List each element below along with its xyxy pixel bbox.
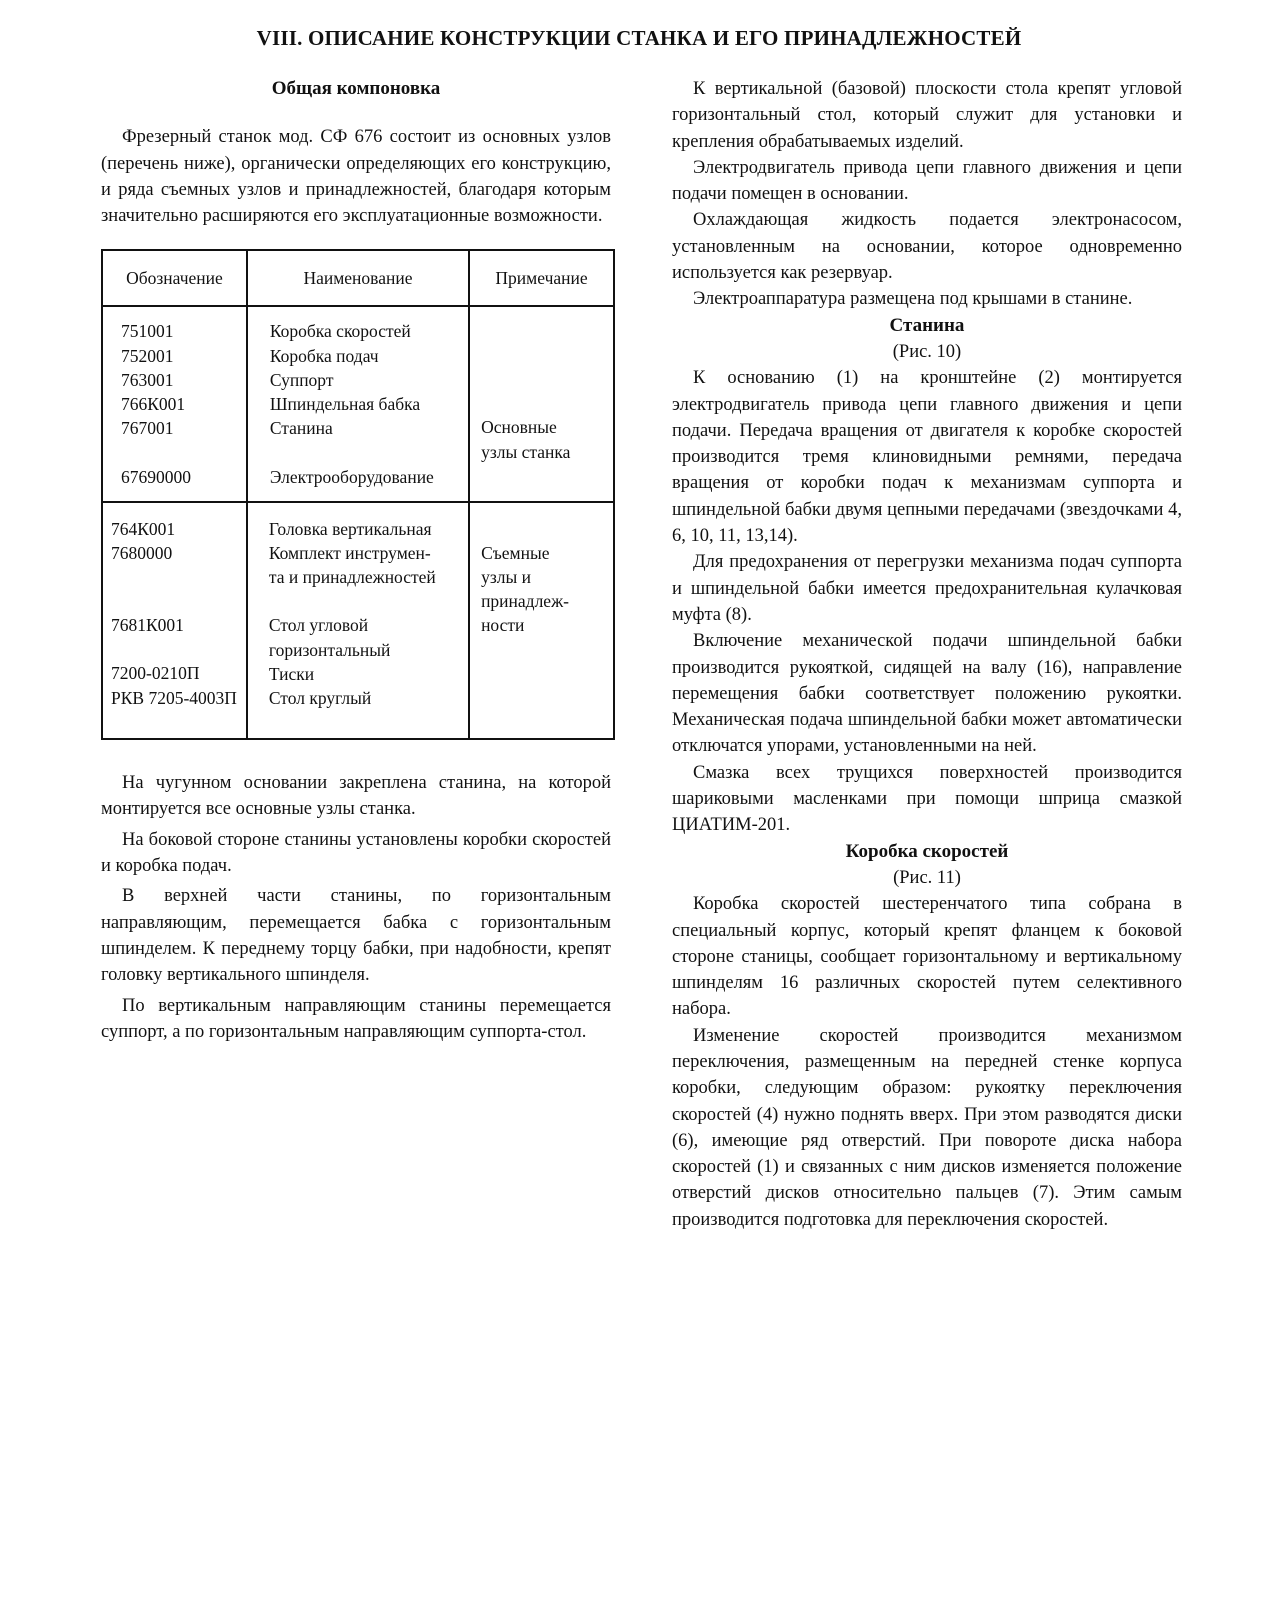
body-paragraph: Для предохранения от перегрузки механизма подач суппорта и шпиндельной бабки имеется предохранительная кулачковая муфта (8).: [672, 552, 1182, 625]
parts-table: [101, 249, 615, 740]
table-row: [102, 502, 614, 739]
section-heading-frame: Станина: [889, 314, 965, 336]
figure-reference: (Рис. 11): [893, 867, 961, 888]
table-row: [102, 306, 614, 501]
part-name: та и принадлежностей: [268, 567, 436, 588]
body-paragraph: К вертикальной (базовой) плоскости стола крепят угловой горизонтальный стол, который служит для установки и крепления обрабатываемых изделий.: [672, 79, 1182, 152]
part-code: [111, 565, 242, 589]
part-code: 751001: [121, 321, 174, 342]
table-header-name: Наименование: [247, 250, 469, 306]
part-note: ности: [481, 615, 525, 636]
part-code: [111, 589, 242, 613]
section-heading-general-layout: Общая компоновка: [271, 78, 441, 99]
part-code: 67690000: [121, 466, 191, 487]
table-header-code: Обозначение: [102, 250, 247, 306]
body-paragraph: На боковой стороне станины установлены коробки скоростей и коробка подач.: [101, 829, 611, 877]
body-paragraph: Электродвигатель привода цепи главного движения и цепи подачи помещен в основании.: [672, 157, 1182, 205]
table-cell-note: [469, 502, 614, 739]
right-column: [672, 76, 1182, 1233]
part-name: Шпиндельная бабка: [269, 394, 421, 415]
body-paragraph: Охлаждающая жидкость подается электронасосом, установленным на основании, которое одновременно используется как резервуар.: [672, 210, 1182, 284]
part-name: Электрооборудование: [269, 466, 434, 487]
part-code: 7681К001: [111, 615, 184, 636]
part-code: [111, 637, 242, 661]
part-name: Головка вертикальная: [268, 518, 432, 539]
part-code: 766К001: [121, 394, 186, 415]
body-paragraph: На чугунном основании закреплена станина, на которой монтируется все основные узлы станка.: [101, 773, 611, 820]
part-code: РКВ 7205-4003П: [111, 687, 237, 708]
part-code: 767001: [121, 418, 174, 439]
part-note: узлы станка: [481, 441, 571, 462]
left-column: [101, 76, 611, 1045]
part-name: [269, 589, 462, 613]
intro-paragraph: Фрезерный станок мод. СФ 676 состоит из основных узлов (перечень ниже), органически определяющих его конструкцию, и ряда съемных узлов и принадлежностей, благодаря которым значительно расширяются его эксплуатационные возможности.: [101, 127, 611, 227]
part-code: 764К001: [111, 518, 176, 539]
section-heading-gearbox: Коробка скоростей: [845, 840, 1009, 862]
table-cell-codes: [102, 306, 247, 501]
body-paragraph: Изменение скоростей производится механизмом переключения, размещенным на передней стенке корпуса коробки, следующим образом: рукоятку переключения скоростей (4) нужно поднять вверх. При этом разводятся диски (6), имеющие ряд отверстий. При повороте диска набора скоростей (1) и связанных с ним дисков изменяется положение отверстий дисков относительно пальцев (7). Этим самым производится подготовка для переключения скоростей.: [672, 1025, 1182, 1230]
body-paragraph: Электроаппаратура размещена под крышами в станине.: [693, 289, 1133, 310]
part-name: Тиски: [268, 663, 315, 684]
table-header-note: Примечание: [469, 250, 614, 306]
part-name: Коробка подач: [269, 345, 379, 366]
part-code: [121, 441, 240, 465]
part-code: 7200-0210П: [111, 663, 200, 684]
body-paragraph: Коробка скоростей шестеренчатого типа собрана в специальный корпус, который крепят фланцем к боковой стороне станицы, сообщает горизонтальному и вертикальному шпинделям 16 различных скоростей путем селективного набора.: [672, 894, 1182, 1020]
part-name: Стол круглый: [268, 687, 372, 708]
table-cell-names: [247, 502, 469, 739]
part-name: Комплект инструмен-: [268, 542, 431, 563]
part-note: Съемные: [481, 542, 550, 563]
part-name: Суппорт: [269, 369, 334, 390]
body-paragraph: В верхней части станины, по горизонтальным направляющим, перемещается бабка с горизонтальным шпинделем. К переднему торцу бабки, при надобности, крепят головку вертикального шпинделя.: [101, 886, 611, 986]
part-name: Стол угловой: [268, 615, 369, 636]
table-header-row: [102, 250, 614, 306]
body-paragraph: Включение механической подачи шпиндельной бабки производится рукояткой, сидящей на валу (16), направление перемещения бабки соответствует положению рукоятки. Механическая подача шпиндельной бабки может автоматически отключатся упорами, установленными на ней.: [672, 631, 1182, 757]
page-title: VIII. ОПИСАНИЕ КОНСТРУКЦИИ СТАНКА И ЕГО ПРИНАДЛЕЖНОСТЕЙ: [256, 26, 1022, 50]
part-note: принадлеж-: [481, 591, 569, 612]
table-cell-names: [247, 306, 469, 501]
part-name: Коробка скоростей: [269, 321, 411, 342]
body-paragraph: Смазка всех трущихся поверхностей производится шариковыми масленками при помощи шприца смазкой ЦИАТИМ-201.: [672, 762, 1182, 836]
part-note: Основные: [481, 417, 557, 438]
part-name: горизонтальный: [268, 639, 391, 660]
part-note: узлы и: [481, 566, 531, 587]
table-cell-note: [469, 306, 614, 501]
body-paragraph: К основанию (1) на кронштейне (2) монтируется электродвигатель привода цепи главного движения и цепи подачи. Передача вращения от двигателя к коробке скоростей производится тремя клиновидными ремнями, передача вращения от коробки подач к механизмам суппорта и шпиндельной бабки двумя цепными передачами (звездочками 4, 6, 10, 11, 13,14).: [672, 368, 1182, 547]
body-paragraph: По вертикальным направляющим станины перемещается суппорт, а по горизонтальным направляющим суппорта-стол.: [101, 995, 611, 1042]
table-cell-codes: [102, 502, 247, 739]
part-name: [270, 441, 462, 465]
figure-reference: (Рис. 10): [892, 341, 962, 362]
part-code: 763001: [121, 369, 174, 390]
part-code: 752001: [121, 345, 174, 366]
part-name: Станина: [269, 418, 333, 439]
part-code: 7680000: [111, 542, 173, 563]
